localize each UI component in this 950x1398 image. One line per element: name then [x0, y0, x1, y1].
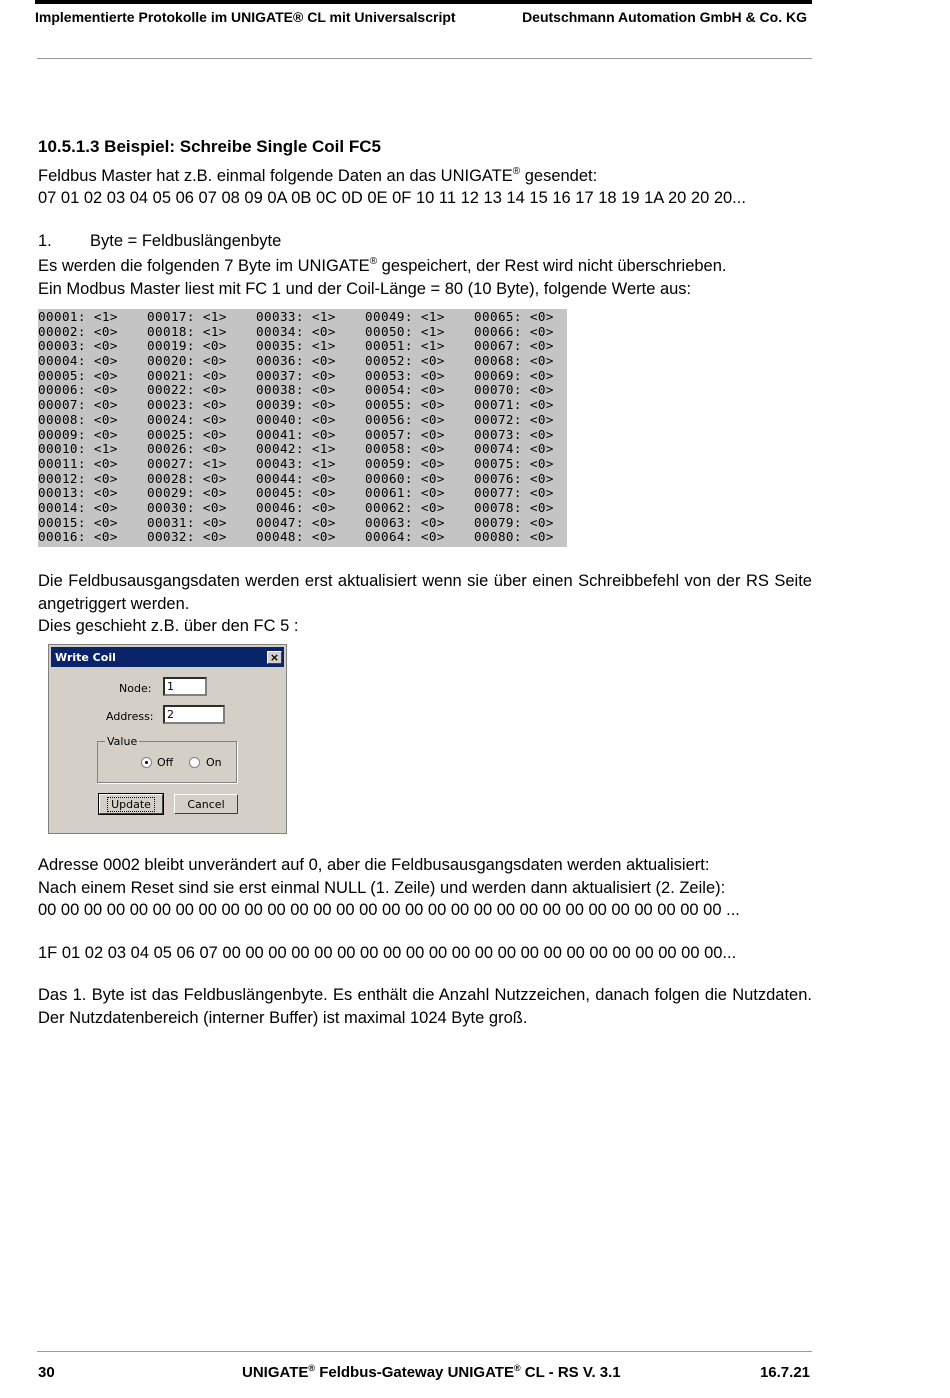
coil-cell: 00072: <0> [474, 411, 554, 427]
footer-title: UNIGATE® Feldbus-Gateway UNIGATE® CL - RS V. 3.1 [242, 1363, 621, 1381]
coil-cell: 00070: <0> [474, 382, 554, 398]
node-label: Node: [119, 682, 152, 695]
coil-cell: 00034: <0> [256, 323, 336, 339]
coil-cell: 00002: <0> [38, 323, 118, 339]
list-number: 1. [38, 231, 52, 250]
coil-cell: 00014: <0> [38, 499, 118, 515]
coil-cell: 00054: <0> [365, 382, 445, 398]
coil-cell: 00026: <0> [147, 441, 227, 457]
section-intro [38, 136, 812, 300]
coil-cell: 00058: <0> [365, 441, 445, 457]
coil-cell: 00020: <0> [147, 353, 227, 369]
coil-cell: 00011: <0> [38, 455, 118, 471]
dialog-title-bar [51, 647, 284, 667]
coil-cell: 00050: <1> [365, 323, 445, 339]
coil-cell: 00053: <0> [365, 367, 445, 383]
node-input[interactable]: 1 [163, 677, 207, 696]
off-label: Off [157, 756, 174, 769]
coil-cell: 00056: <0> [365, 411, 445, 427]
result-line-2: Nach einem Reset sind sie erst einmal NULL (1. Zeile) und werden dann aktualisiert (2. Zeile): [38, 878, 726, 897]
coil-cell: 00061: <0> [365, 485, 445, 501]
write-coil-dialog [48, 644, 287, 834]
coil-cell: 00001: <1> [38, 309, 118, 324]
coil-cell: 00063: <0> [365, 514, 445, 530]
list-text: Byte = Feldbuslängenbyte [90, 231, 282, 250]
coil-cell: 00062: <0> [365, 499, 445, 515]
coil-cell: 00059: <0> [365, 455, 445, 471]
coil-cell: 00055: <0> [365, 397, 445, 413]
coil-cell: 00071: <0> [474, 397, 554, 413]
coil-cell: 00017: <1> [147, 309, 227, 324]
coil-cell: 00039: <0> [256, 397, 336, 413]
coil-cell: 00069: <0> [474, 367, 554, 383]
coil-cell: 00028: <0> [147, 470, 227, 486]
coil-cell: 00013: <0> [38, 485, 118, 501]
section-result-text [38, 854, 812, 1029]
on-label: On [206, 756, 222, 769]
trigger-line-1: Die Feldbusausgangsdaten werden erst aktualisiert wenn sie über einen Schreibbefehl von der RS Seite angetriggert werden. [38, 572, 812, 613]
coil-cell: 00009: <0> [38, 426, 118, 442]
coil-cell: 00074: <0> [474, 441, 554, 457]
data-bytes-line: 07 01 02 03 04 05 06 07 08 09 0A 0B 0C 0D 0E 0F 10 11 12 13 14 15 16 17 18 19 1A 20 20 20... [38, 189, 746, 207]
coil-cell: 00024: <0> [147, 411, 227, 427]
on-radio[interactable] [189, 757, 200, 768]
page-number: 30 [38, 1364, 55, 1381]
close-icon[interactable]: × [267, 651, 282, 664]
header-left-title: Implementierte Protokolle im UNIGATE® CL mit Universalscript [35, 9, 456, 25]
coil-cell: 00079: <0> [474, 514, 554, 530]
footer-date: 16.7.21 [759, 1364, 810, 1381]
coil-cell: 00030: <0> [147, 499, 227, 515]
intro-line-3: Es werden die folgenden 7 Byte im UNIGATE® gespeichert, der Rest wird nicht überschrieben. [38, 256, 727, 275]
coil-cell: 00047: <0> [256, 514, 336, 530]
coil-cell: 00044: <0> [256, 470, 336, 486]
coil-cell: 00033: <1> [256, 309, 336, 324]
updated-bytes-line: 1F 01 02 03 04 05 06 07 00 00 00 00 00 00 00 00 00 00 00 00 00 00 00 00 00 00 00 00 00 00... [38, 943, 737, 962]
coil-cell: 00029: <0> [147, 485, 227, 501]
dialog-title: Write Coil [55, 650, 116, 664]
coil-cell: 00012: <0> [38, 470, 118, 486]
coil-cell: 00042: <1> [256, 441, 336, 457]
section-trigger-text [38, 570, 812, 638]
header-right-company: Deutschmann Automation GmbH & Co. KG [522, 9, 807, 25]
coil-cell: 00021: <0> [147, 367, 227, 383]
coil-cell: 00048: <0> [256, 529, 336, 545]
address-label: Address: [106, 710, 154, 723]
coil-cell: 00003: <0> [38, 338, 118, 354]
off-radio[interactable] [141, 757, 152, 768]
result-line-1: Adresse 0002 bleibt unverändert auf 0, aber die Feldbusausgangsdaten werden aktualisiert: [38, 856, 710, 874]
section-heading: 10.5.1.3 Beispiel: Schreibe Single Coil FC5 [38, 137, 381, 156]
coil-cell: 00045: <0> [256, 485, 336, 501]
coil-cell: 00035: <1> [256, 338, 336, 354]
coil-cell: 00007: <0> [38, 397, 118, 413]
coil-cell: 00080: <0> [474, 529, 554, 545]
coil-cell: 00068: <0> [474, 353, 554, 369]
coil-cell: 00008: <0> [38, 411, 118, 427]
coil-cell: 00025: <0> [147, 426, 227, 442]
footer-rule [37, 1351, 812, 1352]
coil-cell: 00040: <0> [256, 411, 336, 427]
coil-grid [38, 310, 567, 545]
intro-line-4: Ein Modbus Master liest mit FC 1 und der Coil-Länge = 80 (10 Byte), folgende Werte aus: [38, 279, 692, 298]
coil-cell: 00018: <1> [147, 323, 227, 339]
coil-cell: 00057: <0> [365, 426, 445, 442]
trigger-line-2: Dies geschieht z.B. über den FC 5 : [38, 617, 299, 635]
coil-cell: 00060: <0> [365, 470, 445, 486]
coil-cell: 00065: <0> [474, 309, 554, 324]
coil-cell: 00078: <0> [474, 499, 554, 515]
null-bytes-line: 00 00 00 00 00 00 00 00 00 00 00 00 00 00 00 00 00 00 00 00 00 00 00 00 00 00 00 00 00 00 ... [38, 901, 740, 919]
list-item [38, 230, 812, 253]
coil-cell: 00067: <0> [474, 338, 554, 354]
coil-cell: 00004: <0> [38, 353, 118, 369]
header-top-rule [35, 0, 812, 4]
length-byte-explanation: Das 1. Byte ist das Feldbuslängenbyte. Es enthält die Anzahl Nutzzeichen, danach folgen die Nutzdaten. Der Nutzdatenbereich (interner Buffer) ist maximal 1024 Byte groß. [38, 986, 812, 1027]
coil-cell: 00043: <1> [256, 455, 336, 471]
coil-cell: 00036: <0> [256, 353, 336, 369]
coil-cell: 00010: <1> [38, 441, 118, 457]
value-group-label: Value [107, 735, 138, 748]
update-button[interactable]: Update [99, 794, 163, 814]
intro-line-1: Feldbus Master hat z.B. einmal folgende Daten an das UNIGATE® gesendet: [38, 165, 598, 185]
coil-cell: 00051: <1> [365, 338, 445, 354]
coil-cell: 00077: <0> [474, 485, 554, 501]
coil-cell: 00006: <0> [38, 382, 118, 398]
cancel-button[interactable]: Cancel [174, 794, 238, 814]
coil-values-table [38, 309, 567, 547]
coil-cell: 00064: <0> [365, 529, 445, 545]
coil-cell: 00066: <0> [474, 323, 554, 339]
coil-cell: 00076: <0> [474, 470, 554, 486]
coil-cell: 00038: <0> [256, 382, 336, 398]
coil-cell: 00041: <0> [256, 426, 336, 442]
coil-cell: 00052: <0> [365, 353, 445, 369]
coil-cell: 00032: <0> [147, 529, 227, 545]
coil-cell: 00049: <1> [365, 309, 445, 324]
coil-cell: 00023: <0> [147, 397, 227, 413]
coil-cell: 00022: <0> [147, 382, 227, 398]
coil-cell: 00005: <0> [38, 367, 118, 383]
coil-cell: 00019: <0> [147, 338, 227, 354]
header-bottom-rule [37, 58, 812, 59]
coil-cell: 00075: <0> [474, 455, 554, 471]
coil-cell: 00016: <0> [38, 529, 118, 545]
coil-cell: 00031: <0> [147, 514, 227, 530]
address-input[interactable]: 2 [163, 705, 225, 724]
coil-cell: 00037: <0> [256, 367, 336, 383]
coil-cell: 00027: <1> [147, 455, 227, 471]
coil-cell: 00046: <0> [256, 499, 336, 515]
coil-cell: 00015: <0> [38, 514, 118, 530]
coil-cell: 00073: <0> [474, 426, 554, 442]
